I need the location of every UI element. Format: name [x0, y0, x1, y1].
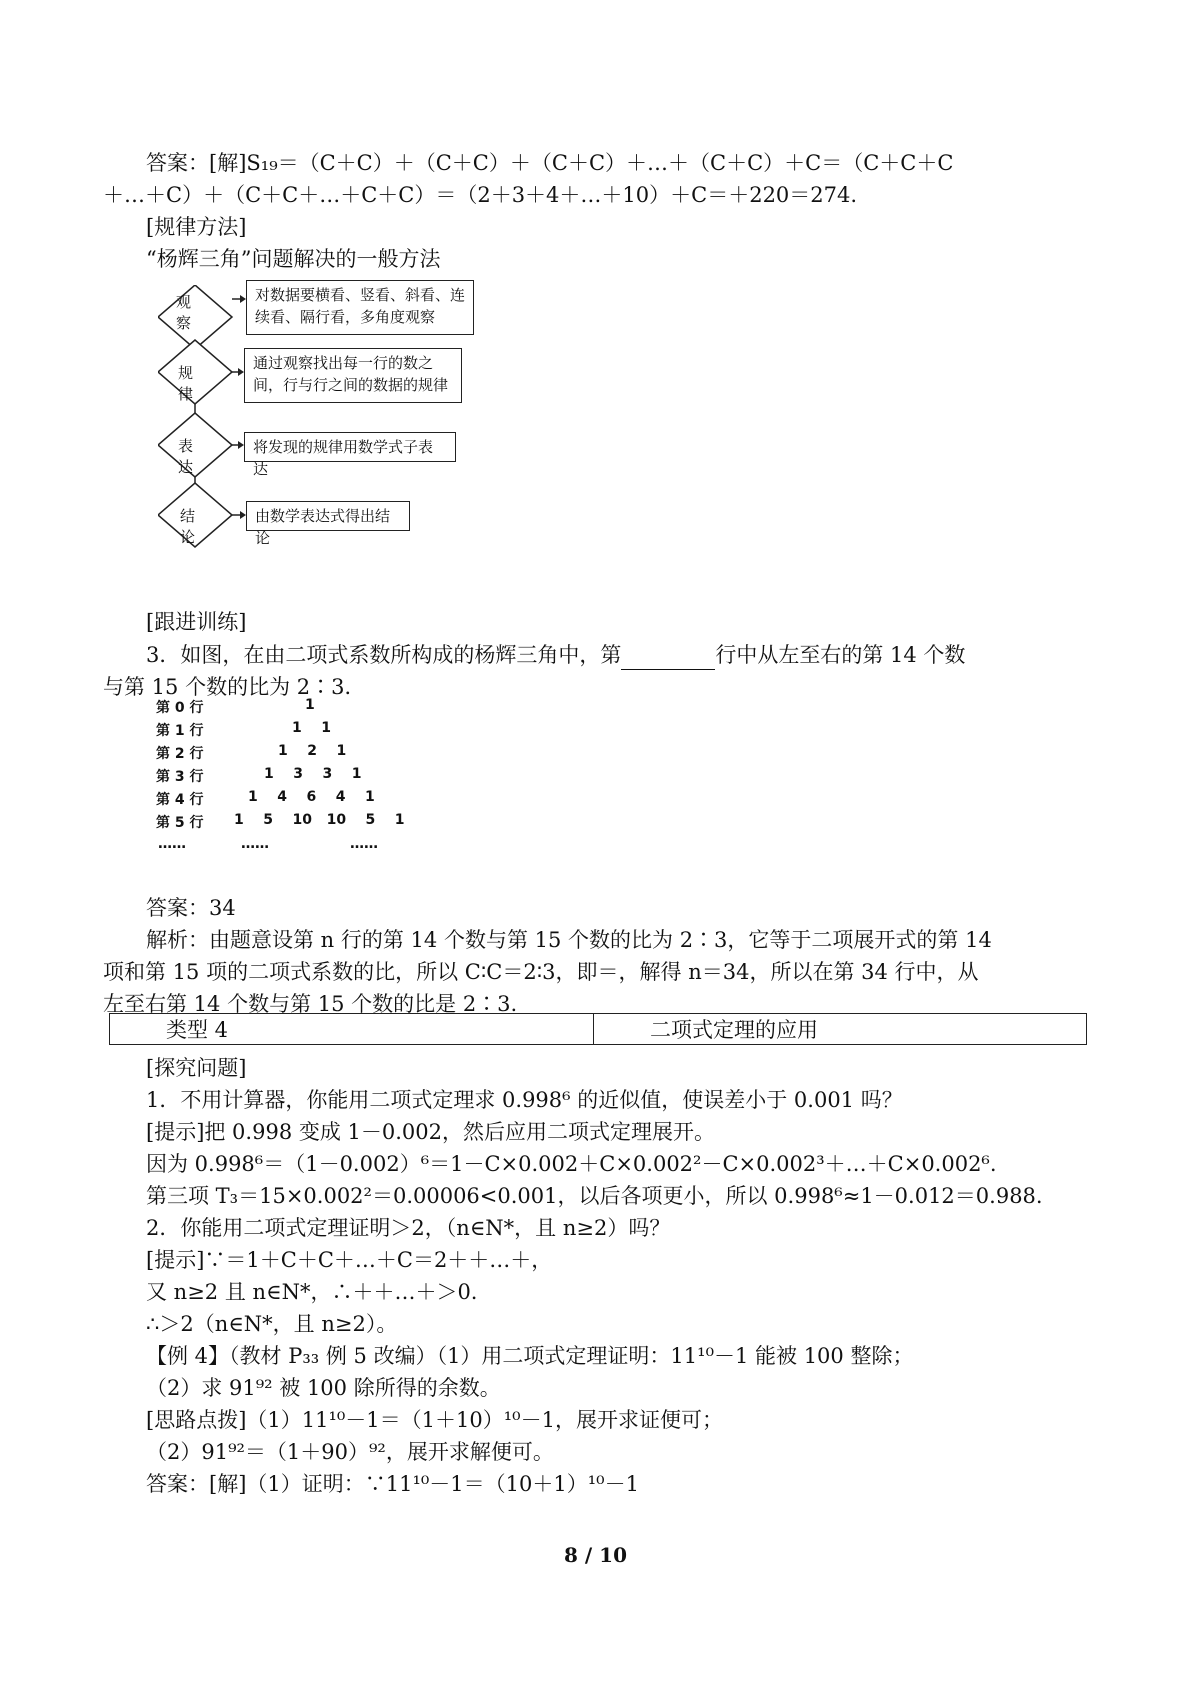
flow-desc-1: 对数据要横看、竖看、斜看、连续看、隔行看，多角度观察 — [246, 280, 474, 335]
answer2: 答案：34 — [146, 896, 236, 920]
answer1-line1: 答案：[解]S₁₉＝（C＋C）＋（C＋C）＋（C＋C）＋…＋（C＋C）＋C＝（C＋C＋C — [146, 151, 954, 175]
training-heading: [跟进训练] — [146, 610, 247, 634]
explore-condition: 又 n≥2 且 n∈N*，∴＋＋…＋＞0. — [146, 1280, 478, 1304]
triangle-row-label: 第 4 行 — [156, 792, 204, 808]
triangle-row-label: 第 3 行 — [156, 769, 204, 785]
flow-diamond-2 — [158, 340, 232, 404]
flow-label-1: 观察 — [176, 293, 192, 332]
triangle-dots: …… — [350, 836, 378, 852]
triangle-row-values: 1 2 1 — [278, 743, 347, 759]
triangle-row-label: 第 0 行 — [156, 700, 204, 716]
triangle-row-label: 第 1 行 — [156, 723, 204, 739]
example-hint-a: [思路点拨]（1）11¹⁰－1＝（1＋10）¹⁰－1，展开求证便可； — [146, 1408, 723, 1432]
triangle-row-label: 第 2 行 — [156, 746, 204, 762]
type-table — [109, 1013, 1087, 1045]
flow-label-2: 规律 — [178, 364, 194, 403]
triangle-dots: …… — [241, 836, 269, 852]
explore-calc1: 因为 0.998⁶＝（1－0.002）⁶＝1－C×0.002＋C×0.002²－C×0.002³＋…＋C×0.002⁶. — [146, 1152, 997, 1176]
triangle-row-values: 1 3 3 1 — [264, 766, 362, 782]
method-subtitle: “杨辉三角”问题解决的一般方法 — [146, 247, 441, 271]
explore-hint1: [提示]把 0.998 变成 1－0.002，然后应用二项式定理展开。 — [146, 1120, 716, 1144]
flow-diamond-3 — [158, 413, 232, 477]
page-number: 8 / 10 — [564, 1543, 627, 1567]
analysis-line3: 左至右第 14 个数与第 15 个数的比是 2∶3. — [103, 992, 518, 1016]
example-answer: 答案：[解]（1）证明：∵11¹⁰－1＝（10＋1）¹⁰－1 — [146, 1472, 639, 1496]
triangle-row-values: 1 4 6 4 1 — [248, 789, 375, 805]
question-3: 3．如图，在由二项式系数所构成的杨辉三角中，第 行中从左至右的第 14 个数 — [146, 640, 965, 670]
explore-hint2: [提示]∵＝1＋C＋C＋…＋C＝2＋＋…＋， — [146, 1248, 553, 1272]
yanghui-triangle-figure — [148, 697, 405, 867]
question-3-cont: 与第 15 个数的比为 2∶3． — [103, 675, 366, 699]
example-title: 【例 4】（教材 P₃₃ 例 5 改编）（1）用二项式定理证明：11¹⁰－1 能被 100 整除； — [146, 1344, 914, 1368]
triangle-row-values: 1 5 10 10 5 1 — [234, 812, 405, 828]
type-label: 类型 4 — [110, 1014, 594, 1045]
answer-blank — [621, 647, 715, 670]
flow-label-3: 表达 — [178, 437, 194, 476]
triangle-row-values: 1 — [305, 697, 315, 713]
triangle-row-values: 1 1 — [292, 720, 331, 736]
explore-q2: 2．你能用二项式定理证明＞2，（n∈N*，且 n≥2）吗？ — [146, 1216, 671, 1240]
method-heading: [规律方法] — [146, 215, 247, 239]
flow-desc-4: 由数学表达式得出结论 — [246, 501, 410, 531]
explore-q1: 1．不用计算器，你能用二项式定理求 0.998⁶ 的近似值，使误差小于 0.001 吗？ — [146, 1088, 903, 1112]
explore-heading: [探究问题] — [146, 1056, 247, 1080]
triangle-dots: …… — [158, 836, 186, 852]
explore-conclusion: ∴＞2（n∈N*，且 n≥2）。 — [146, 1312, 398, 1336]
flow-label-4: 结论 — [180, 507, 196, 546]
type-title: 二项式定理的应用 — [594, 1014, 1087, 1045]
triangle-row-label: 第 5 行 — [156, 815, 204, 831]
flow-desc-3: 将发现的规律用数学式子表达 — [244, 432, 456, 462]
analysis-line2: 项和第 15 项的二项式系数的比，所以 C∶C＝2∶3，即＝，解得 n＝34，所以在第 34 行中，从 — [103, 960, 979, 984]
example-hint-b: （2）91⁹²＝（1＋90）⁹²，展开求解便可。 — [146, 1440, 554, 1464]
explore-calc2: 第三项 T₃＝15×0.002²＝0.00006<0.001，以后各项更小，所以 0.998⁶≈1－0.012＝0.988. — [146, 1184, 1043, 1208]
answer1-line2: ＋…＋C）＋（C＋C＋…＋C＋C）＝（2＋3＋4＋…＋10）＋C＝＋220＝274. — [103, 183, 858, 207]
example-part2: （2）求 91⁹² 被 100 除所得的余数。 — [146, 1376, 501, 1400]
analysis-line1: 解析：由题意设第 n 行的第 14 个数与第 15 个数的比为 2∶3，它等于二项展开式的第 14 — [146, 928, 992, 952]
flow-desc-2: 通过观察找出每一行的数之间，行与行之间的数据的规律 — [244, 348, 462, 403]
